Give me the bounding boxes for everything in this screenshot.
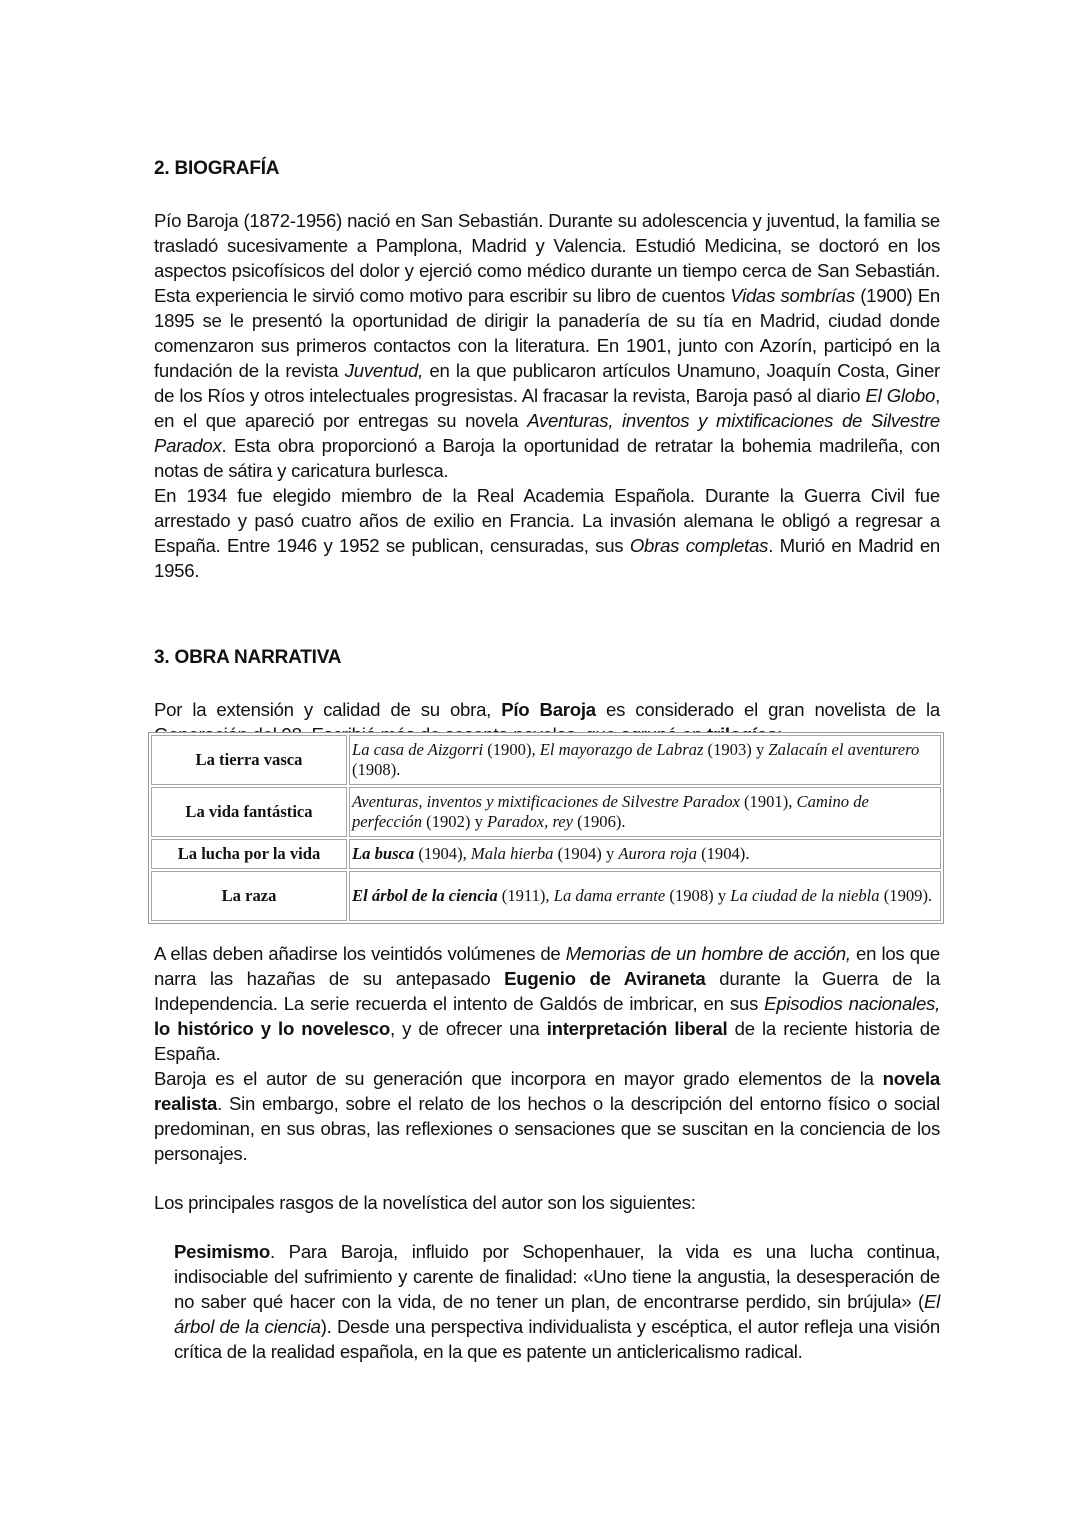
memorias-paragraph: A ellas deben añadirse los veintidós volúmenes de Memorias de un hombre de acción, en los que narra las hazañas de su antepasado Eugenio de Aviraneta durante la Guerra de la Independencia. La serie recuerda el intento de Galdós de imbricar, en sus Episodios nacionales, lo histórico y lo novelesco, y de ofrecer una interpretación liberal de la reciente historia de España. <box>154 943 941 1064</box>
document-page <box>154 152 940 747</box>
trilogy-label: La raza <box>151 871 347 921</box>
realismo-paragraph: Baroja es el autor de su generación que incorpora en mayor grado elementos de la novela realista. Sin embargo, sobre el relato de los hechos o la descripción del entorno físico o social predominan, en sus obras, las reflexiones o sensaciones que se suscitan en la conciencia de los personajes. <box>154 1068 940 1164</box>
pesimismo-paragraph: Pesimismo. Para Baroja, influido por Schopenhauer, la vida es una lucha continua, indisociable del sufrimiento y carente de finalidad: «Uno tiene la angustia, la desesperación de no saber qué hacer con la vida, de no tener un plan, de encontrarse perdido, sin brújula» (El árbol de la ciencia). Desde una perspectiva individualista y escéptica, el autor refleja una visión crítica de la realidad española, en la que es patente un anticlericalismo radical. <box>174 1241 940 1362</box>
biografia-paragraph-2: En 1934 fue elegido miembro de la Real Academia Española. Durante la Guerra Civil fue arrestado y pasó cuatro años de exilio en Francia. La invasión alemana le obligó a regresar a España. Entre 1946 y 1952 se publican, censuradas, sus Obras completas. Murió en Madrid en 1956. <box>154 485 941 581</box>
rasgos-intro-paragraph: Los principales rasgos de la novelística del autor son los siguientes: <box>154 1192 696 1213</box>
section-heading-obra-narrativa: 3. OBRA NARRATIVA <box>154 647 342 668</box>
document-page-continued <box>154 941 940 1364</box>
table-row <box>151 839 941 869</box>
trilogy-works: El árbol de la ciencia (1911), La dama errante (1908) y La ciudad de la niebla (1909). <box>349 871 941 921</box>
biografia-paragraph-1: Pío Baroja (1872-1956) nació en San Sebastián. Durante su adolescencia y juventud, la familia se trasladó sucesivamente a Pamplona, Madrid y Valencia. Estudió Medicina, se doctoró en los aspectos psicofísicos del dolor y ejerció como médico durante un tiempo cerca de San Sebastián. Esta experiencia le sirvió como motivo para escribir su libro de cuentos Vidas sombrías (1900) En 1895 se le presentó la oportunidad de dirigir la panadería de su tía en Madrid, ciudad donde comenzaron sus primeros contactos con la literatura. En 1901, junto con Azorín, participó en la fundación de la revista Juventud, en la que publicaron artículos Unamuno, Joaquín Costa, Giner de los Ríos y otros intelectuales progresistas. Al fracasar la revista, Baroja pasó al diario El Globo, en el que apareció por entregas su novela Aventuras, inventos y mixtificaciones de Silvestre Paradox. Esta obra proporcionó a Baroja la oportunidad de retratar la bohemia madrileña, con notas de sátira y caricatura burlesca. <box>154 210 940 481</box>
trilogy-label: La tierra vasca <box>151 735 347 785</box>
trilogy-label: La vida fantástica <box>151 787 347 837</box>
trilogy-works: La busca (1904), Mala hierba (1904) y Aurora roja (1904). <box>349 839 941 869</box>
trilogy-works: Aventuras, inventos y mixtificaciones de Silvestre Paradox (1901), Camino de perfección (1902) y Paradox, rey (1906). <box>349 787 941 837</box>
trilogy-works: La casa de Aizgorri (1900), El mayorazgo de Labraz (1903) y Zalacaín el aventurero (1908). <box>349 735 941 785</box>
section-heading-biografia: 2. BIOGRAFÍA <box>154 158 280 179</box>
trilogy-label: La lucha por la vida <box>151 839 347 869</box>
trilogies-table <box>148 732 944 924</box>
table-row <box>151 735 941 785</box>
table-row <box>151 787 941 837</box>
obra-intro-paragraph: Por la extensión y calidad de su obra, Pío Baroja es considerado el gran novelista de la <box>154 699 940 720</box>
table-row <box>151 871 941 921</box>
